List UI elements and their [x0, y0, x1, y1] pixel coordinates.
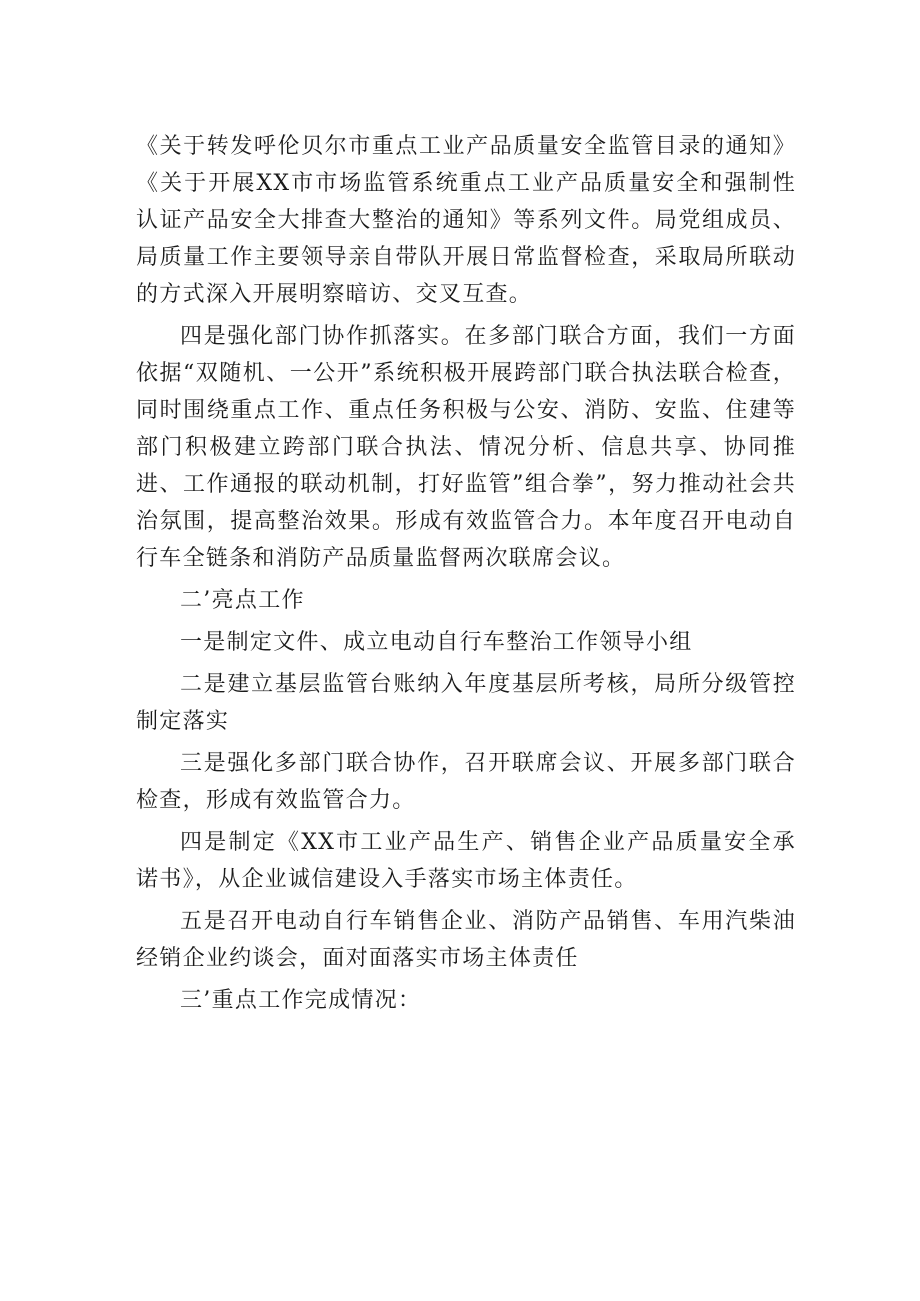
highlight-item-3: 三是强化多部门联合协作，召开联席会议、开展多部门联合检查，形成有效监管合力。: [136, 751, 796, 813]
section-heading-highlights: 二’亮点工作: [180, 588, 305, 613]
paragraph-continuation: 《关于转发呼伦贝尔市重点工业产品质量安全监管目录的通知》《关于开展XX市市场监管系统重点工业产品质量安全和强制性认证产品安全大排查大整治的通知》等系列文件。局党组成员、局质量工作主要领导亲自带队开展日常监督检查，采取局所联动的方式深入开展明察暗访、交叉互查。: [136, 134, 796, 307]
highlight-item-4: 四是制定《XX市工业产品生产、销售企业产品质量安全承诺书》，从企业诚信建设入手落实市场主体责任。: [136, 830, 796, 892]
highlight-item-2: 二是建立基层监管台账纳入年度基层所考核，局所分级管控制定落实: [136, 672, 796, 734]
paragraph-point-four: 四是强化部门协作抓落实。在多部门联合方面，我们一方面依据“双随机、一公开”系统积极开展跨部门联合执法联合检查，同时围绕重点工作、重点任务积极与公安、消防、安监、住建等部门积极建立跨部门联合执法、情况分析、信息共享、协同推进、工作通报的联动机制，打好监管”组合拳”，努力推动社会共治氛围，提高整治效果。形成有效监管合力。本年度召开电动自行车全链条和消防产品质量监督两次联席会议。: [136, 324, 796, 571]
document-body: [136, 128, 796, 1024]
section-heading-key-work: 三’重点工作完成情况：: [180, 988, 422, 1013]
highlight-item-1: 一是制定文件、成立电动自行车整治工作领导小组: [180, 630, 693, 655]
highlight-item-5: 五是召开电动自行车销售企业、消防产品销售、车用汽柴油经销企业约谈会，面对面落实市场主体责任: [136, 909, 796, 971]
